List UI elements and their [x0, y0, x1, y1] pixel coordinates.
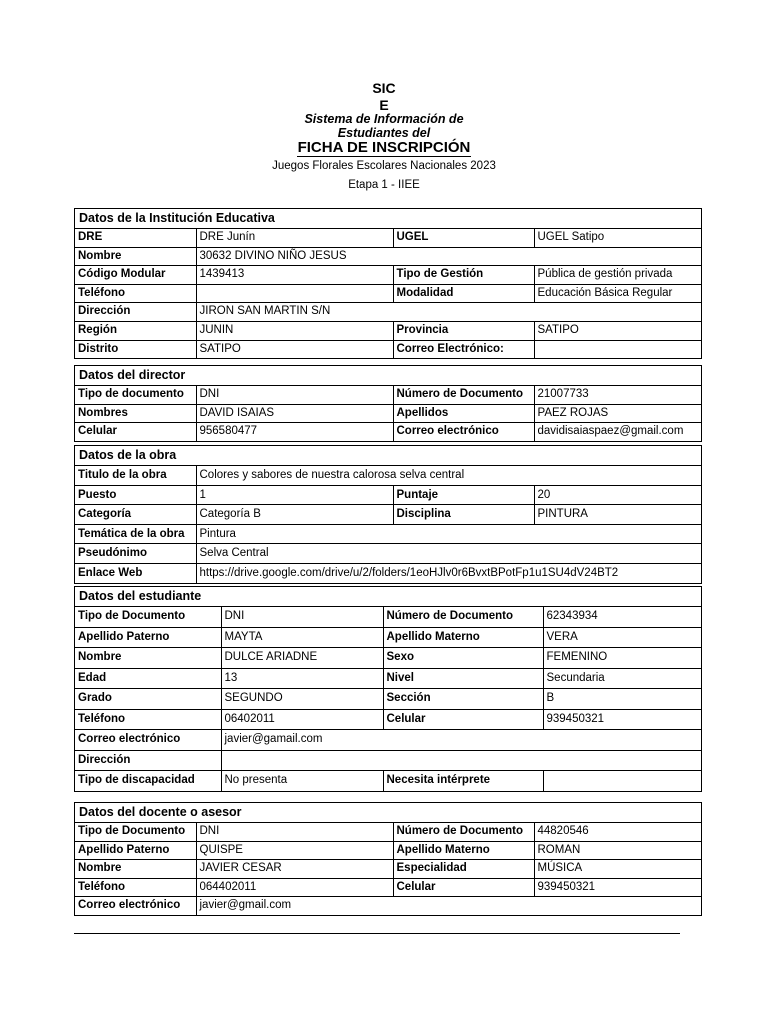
field-value: SATIPO: [534, 321, 701, 340]
field-label: Nombre: [75, 860, 196, 879]
field-label: Provincia: [393, 321, 534, 340]
field-value: MÚSICA: [534, 860, 701, 879]
field-value: Selva Central: [196, 544, 701, 564]
field-label: Celular: [393, 878, 534, 897]
field-label: Apellido Paterno: [75, 627, 221, 648]
table-row: [75, 404, 701, 423]
field-value: Secundaria: [543, 668, 701, 689]
field-label: Apellidos: [393, 404, 534, 423]
table-row: [75, 563, 701, 582]
field-label: Tipo de Gestión: [393, 266, 534, 285]
table-row: [75, 627, 701, 648]
table-row: [75, 689, 701, 710]
field-value: VERA: [543, 627, 701, 648]
table-row: [75, 771, 701, 791]
field-value: 939450321: [543, 709, 701, 730]
field-value: QUISPE: [196, 841, 393, 860]
field-value: JIRON SAN MARTIN S/N: [196, 303, 701, 322]
logo-line-2: E: [379, 97, 389, 113]
field-label: Tipo de Documento: [75, 823, 196, 841]
field-value: 62343934: [543, 607, 701, 627]
page-title: FICHA DE INSCRIPCIÓN: [297, 139, 471, 156]
field-value: [196, 284, 393, 303]
field-value: DRE Junín: [196, 229, 393, 247]
field-value: JUNIN: [196, 321, 393, 340]
field-value: JAVIER CESAR: [196, 860, 393, 879]
field-value: SEGUNDO: [221, 689, 383, 710]
institution-table: [75, 229, 701, 358]
work-section: [74, 445, 702, 584]
table-row: [75, 229, 701, 247]
field-label: Número de Documento: [383, 607, 543, 627]
field-label: Necesita intérprete: [383, 771, 543, 791]
table-row: [75, 648, 701, 669]
table-row: [75, 386, 701, 404]
table-row: [75, 897, 701, 915]
field-label: Sexo: [383, 648, 543, 669]
field-value: 956580477: [196, 423, 393, 441]
table-row: [75, 284, 701, 303]
field-value: PINTURA: [534, 505, 701, 525]
field-label: Sección: [383, 689, 543, 710]
field-value: davidisaiaspaez@gmail.com: [534, 423, 701, 441]
table-row: [75, 860, 701, 879]
field-label: Titulo de la obra: [75, 466, 196, 485]
field-label: Especialidad: [393, 860, 534, 879]
section-title: Datos del docente o asesor: [75, 803, 701, 823]
field-value: ROMAN: [534, 841, 701, 860]
field-value: 1: [196, 485, 393, 505]
table-row: [75, 841, 701, 860]
table-row: [75, 466, 701, 485]
field-label: Apellido Materno: [383, 627, 543, 648]
field-value: SATIPO: [196, 340, 393, 358]
table-row: [75, 544, 701, 564]
logo-line-1: SIC: [372, 80, 396, 96]
field-label: UGEL: [393, 229, 534, 247]
field-label: Teléfono: [75, 284, 196, 303]
table-row: [75, 303, 701, 322]
field-label: Celular: [75, 423, 196, 441]
field-label: Correo electrónico: [393, 423, 534, 441]
field-value: PAEZ ROJAS: [534, 404, 701, 423]
field-value: B: [543, 689, 701, 710]
system-name: Sistema de Información de: [304, 112, 464, 126]
field-label: Disciplina: [393, 505, 534, 525]
section-title: Datos del director: [75, 366, 701, 386]
field-value: 20: [534, 485, 701, 505]
field-value: [543, 771, 701, 791]
field-label: Celular: [383, 709, 543, 730]
field-value: DULCE ARIADNE: [221, 648, 383, 669]
footer-rule: [74, 933, 680, 934]
field-label: Puesto: [75, 485, 196, 505]
table-row: [75, 266, 701, 285]
stage-label: Etapa 1 - IIEE: [348, 179, 420, 191]
teacher-table: [75, 823, 701, 915]
field-label: Nombre: [75, 247, 196, 266]
student-section: [74, 586, 702, 792]
field-value: DNI: [196, 823, 393, 841]
table-row: [75, 524, 701, 544]
field-label: Tipo de discapacidad: [75, 771, 221, 791]
table-row: [75, 750, 701, 771]
field-value: FEMENINO: [543, 648, 701, 669]
field-value: 21007733: [534, 386, 701, 404]
table-row: [75, 607, 701, 627]
event-name: Juegos Florales Escolares Nacionales 2023: [272, 160, 496, 172]
table-row: [75, 423, 701, 441]
field-label: Temática de la obra: [75, 524, 196, 544]
field-label: Grado: [75, 689, 221, 710]
field-label: Apellido Paterno: [75, 841, 196, 860]
table-row: [75, 730, 701, 751]
field-label: Número de Documento: [393, 386, 534, 404]
teacher-section: [74, 802, 702, 916]
field-label: Correo electrónico: [75, 897, 196, 915]
table-row: [75, 485, 701, 505]
table-row: [75, 247, 701, 266]
field-label: Categoría: [75, 505, 196, 525]
field-value: https://drive.google.com/drive/u/2/folders/1eoHJlv0r6BvxtBPotFp1u1SU4dV24BT2: [196, 563, 701, 582]
student-table: [75, 607, 701, 791]
field-value: 064402011: [196, 878, 393, 897]
field-label: Región: [75, 321, 196, 340]
field-label: Dirección: [75, 750, 221, 771]
field-label: Teléfono: [75, 709, 221, 730]
director-table: [75, 386, 701, 441]
field-label: Distrito: [75, 340, 196, 358]
field-value: 44820546: [534, 823, 701, 841]
table-row: [75, 878, 701, 897]
field-value: No presenta: [221, 771, 383, 791]
field-label: Modalidad: [393, 284, 534, 303]
table-row: [75, 709, 701, 730]
field-label: Nombres: [75, 404, 196, 423]
field-label: Correo electrónico: [75, 730, 221, 751]
system-name-cut: Estudiantes del: [337, 126, 431, 140]
field-label: Código Modular: [75, 266, 196, 285]
field-label: Correo Electrónico:: [393, 340, 534, 358]
table-row: [75, 340, 701, 358]
field-value: 13: [221, 668, 383, 689]
field-value: 1439413: [196, 266, 393, 285]
field-value: Categoría B: [196, 505, 393, 525]
field-label: Edad: [75, 668, 221, 689]
field-label: Tipo de documento: [75, 386, 196, 404]
field-value: Pública de gestión privada: [534, 266, 701, 285]
field-value: Colores y sabores de nuestra calorosa selva central: [196, 466, 701, 485]
field-label: Apellido Materno: [393, 841, 534, 860]
field-value: Pintura: [196, 524, 701, 544]
field-value: UGEL Satipo: [534, 229, 701, 247]
section-title: Datos de la obra: [75, 446, 701, 466]
field-label: Enlace Web: [75, 563, 196, 582]
field-value: 939450321: [534, 878, 701, 897]
field-value: [221, 750, 701, 771]
field-value: DNI: [196, 386, 393, 404]
table-row: [75, 823, 701, 841]
field-label: Dirección: [75, 303, 196, 322]
field-label: Teléfono: [75, 878, 196, 897]
table-row: [75, 321, 701, 340]
field-label: Tipo de Documento: [75, 607, 221, 627]
field-value: DNI: [221, 607, 383, 627]
field-value: javier@gamail.com: [221, 730, 701, 751]
field-label: Nivel: [383, 668, 543, 689]
table-row: [75, 505, 701, 525]
field-value: Educación Básica Regular: [534, 284, 701, 303]
field-label: Puntaje: [393, 485, 534, 505]
institution-section: [74, 208, 702, 359]
field-label: Pseudónimo: [75, 544, 196, 564]
director-section: [74, 365, 702, 442]
field-value: DAVID ISAIAS: [196, 404, 393, 423]
field-value: 06402011: [221, 709, 383, 730]
field-value: javier@gmail.com: [196, 897, 701, 915]
field-label: Número de Documento: [393, 823, 534, 841]
field-value: 30632 DIVINO NIÑO JESUS: [196, 247, 701, 266]
section-title: Datos del estudiante: [75, 587, 701, 607]
field-value: [534, 340, 701, 358]
work-table: [75, 466, 701, 583]
field-label: DRE: [75, 229, 196, 247]
section-title: Datos de la Institución Educativa: [75, 209, 701, 229]
field-value: MAYTA: [221, 627, 383, 648]
table-row: [75, 668, 701, 689]
field-label: Nombre: [75, 648, 221, 669]
